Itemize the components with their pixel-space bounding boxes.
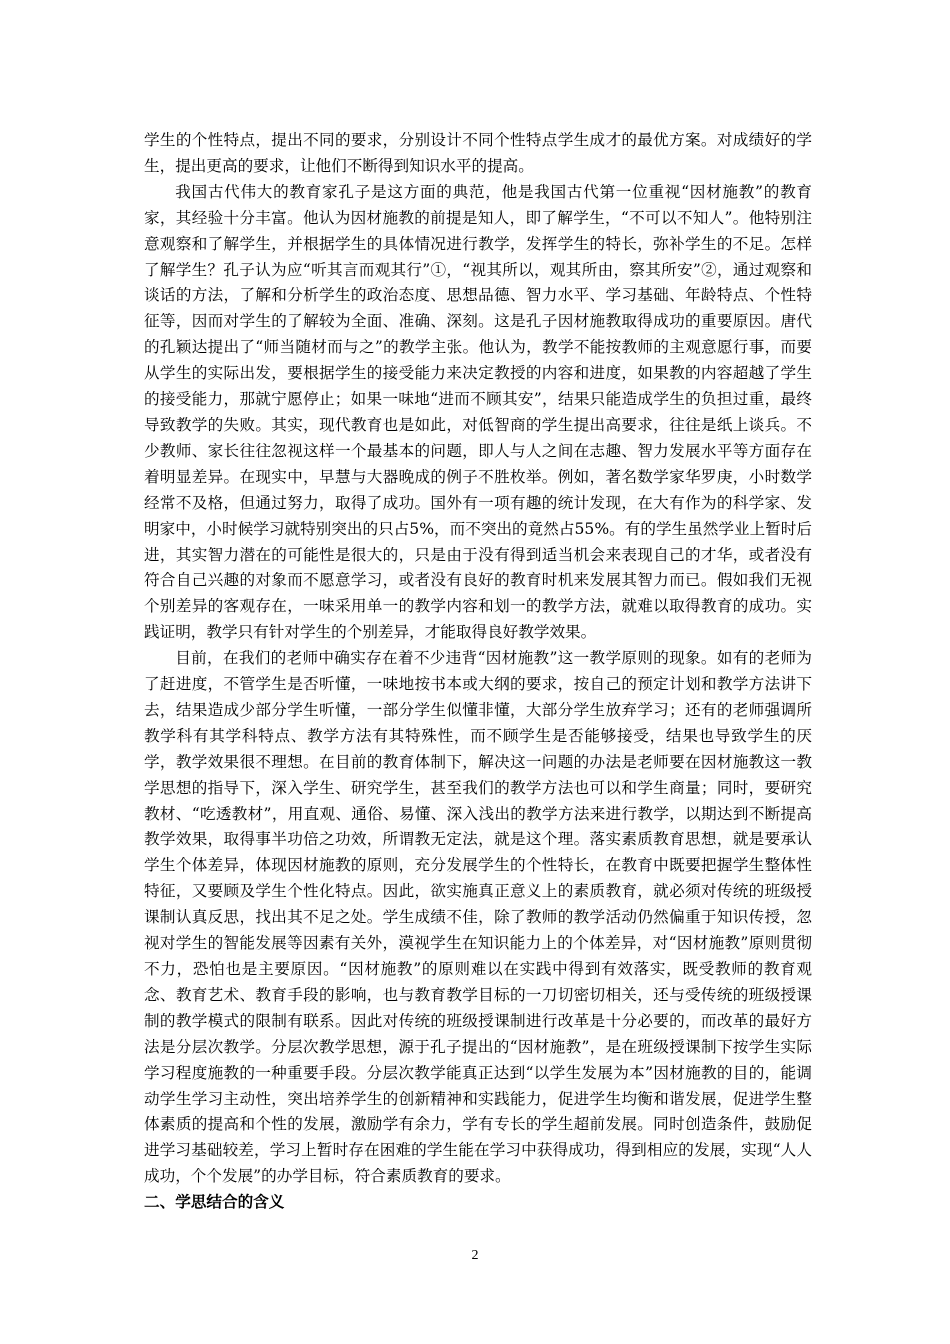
document-body	[144, 128, 812, 1216]
page-number: 2	[471, 1248, 479, 1263]
paragraph-continuation: 学生的个性特点，提出不同的要求，分别设计不同个性特点学生成才的最优方案。对成绩好的学生，提出更高的要求，让他们不断得到知识水平的提高。	[144, 131, 812, 175]
section-heading: 二、学思结合的含义	[144, 1193, 285, 1212]
paragraph-current-issues: 目前，在我们的老师中确实存在着不少违背“因材施教”这一教学原则的现象。如有的老师为了赶进度，不管学生是否听懂，一味地按书本或大纲的要求，按自己的预定计划和教学方法讲下去，结果造成少部分学生听懂，一部分学生似懂非懂，大部分学生放弃学习；还有的老师强调所教学科有其学科特点、教学方法有其特殊性，而不顾学生是否能够接受，结果也导致学生的厌学，教学效果很不理想。在目前的教育体制下，解决这一问题的办法是老师要在因材施教这一教学思想的指导下，深入学生、研究学生，甚至我们的教学方法也可以和学生商量；同时，要研究教材、“吃透教材”，用直观、通俗、易懂、深入浅出的教学方法来进行教学，以期达到不断提高教学效果，取得事半功倍之功效，所谓教无定法，就是这个理。落实素质教育思想，就是要承认学生个体差异，体现因材施教的原则，充分发展学生的个性特长，在教育中既要把握学生整体性特征，又要顾及学生个性化特点。因此，欲实施真正意义上的素质教育，就必须对传统的班级授课制认真反思，找出其不足之处。学生成绩不佳，除了教师的教学活动仍然偏重于知识传授，忽视对学生的智能发展等因素有关外，漠视学生在知识能力上的个体差异，对“因材施教”原则贯彻不力，恐怕也是主要原因。“因材施教”的原则难以在实践中得到有效落实，既受教师的教育观念、教育艺术、教育手段的影响，也与教育教学目标的一刀切密切相关，还与受传统的班级授课制的教学模式的限制有联系。因此对传统的班级授课制进行改革是十分必要的，而改革的最好方法是分层次教学。分层次教学思想，源于孔子提出的“因材施教”，是在班级授课制下按学生实际学习程度施教的一种重要手段。分层次教学能真正达到“以学生发展为本”因材施教的目的，能调动学生学习主动性，突出培养学生的创新精神和实践能力，促进学生均衡和谐发展，促进学生整体素质的提高和个性的发展，激励学有余力，学有专长的学生超前发展。同时创造条件，鼓励促进学习基础较差，学习上暂时存在困难的学生能在学习中获得成功，得到相应的发展，实现“人人成功，个个发展”的办学目标，符合素质教育的要求。	[144, 649, 812, 1186]
paragraph-confucius: 我国古代伟大的教育家孔子是这方面的典范，他是我国古代第一位重视“因材施教”的教育家，其经验十分丰富。他认为因材施教的前提是知人，即了解学生，“不可以不知人”。他特别注意观察和了解学生，并根据学生的具体情况进行教学，发挥学生的特长，弥补学生的不足。怎样了解学生？孔子认为应“听其言而观其行”①，“视其所以，观其所由，察其所安”②，通过观察和谈话的方法，了解和分析学生的政治态度、思想品德、智力水平、学习基础、年龄特点、个性特征等，因而对学生的了解较为全面、准确、深刻。这是孔子因材施教取得成功的重要原因。唐代的孔颖达提出了“师当随材而与之”的教学主张。他认为，教学不能按教师的主观意愿行事，而要从学生的实际出发，要根据学生的接受能力来决定教授的内容和进度，如果教的内容超越了学生的接受能力，那就宁愿停止；如果一味地“进而不顾其安”，结果只能造成学生的负担过重，最终导致教学的失败。其实，现代教育也是如此，对低智商的学生提出高要求，往往是纸上谈兵。不少教师、家长往往忽视这样一个最基本的问题，即人与人之间在志趣、智力发展水平等方面存在着明显差异。在现实中，早慧与大器晚成的例子不胜枚举。例如，著名数学家华罗庚，小时数学经常不及格，但通过努力，取得了成功。国外有一项有趣的统计发现，在大有作为的科学家、发明家中，小时候学习就特别突出的只占5%，而不突出的竟然占55%。有的学生虽然学业上暂时后进，其实智力潜在的可能性是很大的，只是由于没有得到适当机会来表现自己的才华，或者没有符合自己兴趣的对象而不愿意学习，或者没有良好的教育时机来发展其智力而已。假如我们无视个别差异的客观存在，一味采用单一的教学内容和划一的教学方法，就难以取得教育的成功。实践证明，教学只有针对学生的个别差异，才能取得良好教学效果。	[144, 182, 812, 642]
